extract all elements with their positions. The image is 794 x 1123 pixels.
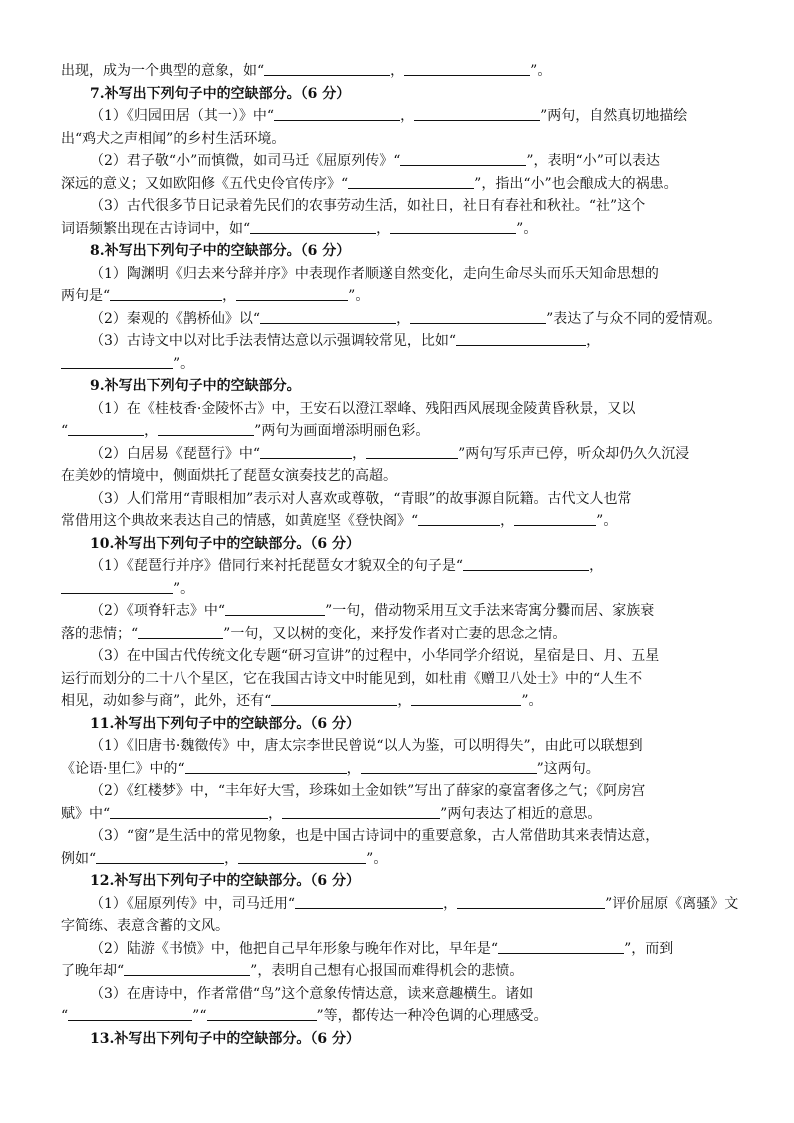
answer-blank[interactable] (418, 510, 500, 526)
text-segment: （2）《红楼梦》中，“丰年好大雪，珍珠如土金如铁”写出了薛家的豪富奢侈之气；《阿房宫 (90, 783, 646, 799)
text-segment: 例如“ (61, 850, 97, 867)
text-segment: ”。 (516, 220, 538, 237)
text-segment: 13.补写出下列句子中的空缺部分。（6 分） (90, 1030, 360, 1047)
answer-blank[interactable] (361, 758, 537, 774)
text-segment: ， (390, 63, 405, 79)
text-line (61, 893, 739, 916)
answer-blank[interactable] (124, 960, 250, 976)
text-line (61, 668, 736, 691)
answer-blank[interactable] (68, 420, 144, 436)
text-segment: 赋》中“ (61, 805, 111, 822)
text-segment: 9.补写出下列句子中的空缺部分。 (90, 378, 301, 394)
text-line (61, 285, 736, 308)
text-segment: ”。 (173, 355, 195, 372)
text-segment: 在美妙的情境中，侧面烘托了琵琶女演奏技艺的高超。 (61, 468, 397, 484)
question-heading (61, 533, 736, 556)
answer-blank[interactable] (295, 893, 443, 909)
answer-blank[interactable] (282, 803, 440, 819)
text-segment: ”两句为画面增添明丽色彩。 (254, 423, 430, 439)
text-segment: ”一句，借动物采用互文手法来寄寓分爨而居、家族衰 (325, 603, 655, 619)
worksheet-content (61, 60, 739, 1050)
text-line (61, 60, 736, 83)
text-segment: （1）《屈原列传》中，司马迁用“ (90, 895, 296, 912)
text-line (61, 263, 736, 286)
text-segment: ”评价屈原《离骚》文 (605, 895, 739, 912)
text-segment: 词语频繁出现在古诗词中，如“ (61, 220, 251, 237)
text-segment: （3）在中国古代传统文化专题“研习宣讲”的过程中，小华同学介绍说，星宿是日、月、五星 (90, 648, 660, 664)
text-segment: ”。 (173, 580, 195, 597)
question-heading (61, 375, 736, 398)
text-line (61, 420, 736, 443)
answer-blank[interactable] (456, 330, 586, 346)
text-segment: （2）秦观的《鹊桥仙》以“ (90, 310, 261, 327)
text-line (61, 690, 736, 713)
text-segment: （2）君子敬“小”而慎微，如司马迁《屈原列传》“ (90, 153, 401, 169)
text-line (61, 218, 736, 241)
text-segment: （1）在《桂枝香·金陵怀古》中，王安石以澄江翠峰、残阳西风展现金陵黄昏秋景，又以 (90, 400, 636, 417)
text-segment: 11.补写出下列句子中的空缺部分。（6 分） (90, 715, 360, 732)
answer-blank[interactable] (348, 173, 474, 189)
text-segment: ， (586, 333, 601, 349)
answer-blank[interactable] (61, 353, 173, 369)
text-line (61, 915, 736, 938)
text-line (61, 173, 736, 196)
text-line (61, 398, 736, 421)
text-segment: ”表达了与众不同的爱情观。 (546, 310, 722, 327)
answer-blank[interactable] (390, 218, 516, 234)
text-segment: 两句是“ (61, 288, 111, 304)
text-segment: ， (400, 108, 415, 124)
text-segment: ， (500, 513, 515, 529)
answer-blank[interactable] (96, 848, 224, 864)
text-segment: ”两句，自然真切地描绘 (540, 108, 688, 124)
answer-blank[interactable] (457, 893, 605, 909)
text-segment: （3）人们常用“青眼相加”表示对人喜欢或尊敬，“青眼”的故事源自阮籍。古代文人也常 (90, 490, 632, 507)
text-line (61, 1005, 736, 1028)
text-segment: （2）白居易《琵琶行》中“ (90, 445, 261, 462)
text-line (61, 983, 736, 1006)
answer-blank[interactable] (138, 623, 223, 639)
text-segment: ， (144, 423, 159, 439)
answer-blank[interactable] (158, 420, 254, 436)
text-segment: ， (589, 558, 604, 574)
text-segment: ”。 (596, 513, 618, 529)
answer-blank[interactable] (260, 443, 352, 459)
text-line (61, 825, 736, 848)
text-segment: ”“ (192, 1008, 207, 1024)
text-line (61, 195, 736, 218)
text-segment: 字简练、表意含蓄的文风。 (61, 918, 229, 934)
text-line (61, 330, 736, 353)
text-segment: ”，指出“小”也会酿成大的祸患。 (474, 175, 678, 192)
text-line (61, 758, 736, 781)
text-line (61, 555, 736, 578)
question-heading (61, 870, 736, 893)
text-line (61, 735, 736, 758)
text-segment: 常借用这个典故来表达自己的情感，如黄庭坚《登快阁》“ (61, 513, 419, 529)
text-line (61, 600, 736, 623)
answer-blank[interactable] (68, 1005, 192, 1021)
text-line (61, 848, 736, 871)
text-segment: （3）在唐诗中，作者常借“鸟”这个意象传情达意，读来意趣横生。诸如 (90, 985, 534, 1002)
answer-blank[interactable] (260, 308, 396, 324)
answer-blank[interactable] (250, 218, 376, 234)
answer-blank[interactable] (271, 690, 397, 706)
text-line (61, 465, 736, 488)
text-segment: ”。 (530, 63, 552, 79)
text-line (61, 443, 736, 466)
text-segment: ， (352, 445, 367, 462)
text-segment: （2）《项脊轩志》中“ (90, 603, 226, 619)
text-segment: 深远的意义；又如欧阳修《五代史伶官传序》“ (61, 175, 349, 192)
text-segment: （2）陆游《书愤》中，他把自己早年形象与晚年作对比，早年是“ (90, 940, 499, 957)
text-segment: （3）古诗文中以对比手法表情达意以示强调较常见，比如“ (90, 333, 457, 349)
text-line (61, 105, 736, 128)
text-segment: 相见，动如参与商”，此外，还有“ (61, 693, 272, 709)
text-segment: （1）《归园田居（其一）》中“ (90, 108, 275, 124)
text-line (61, 150, 736, 173)
text-segment: ”一句，又以树的变化，来抒发作者对亡妻的思念之情。 (223, 625, 567, 642)
text-segment: ， (224, 850, 239, 867)
text-line (61, 938, 736, 961)
answer-blank[interactable] (236, 285, 348, 301)
answer-blank[interactable] (514, 510, 596, 526)
text-line (61, 803, 736, 826)
text-segment: ， (397, 693, 412, 709)
text-segment: 落的悲情；“ (61, 625, 139, 642)
answer-blank[interactable] (414, 105, 540, 121)
text-segment: 7.补写出下列句子中的空缺部分。（6 分） (90, 85, 351, 102)
answer-blank[interactable] (110, 803, 268, 819)
answer-blank[interactable] (185, 758, 347, 774)
text-segment: 运行而划分的二十八个星区，它在我国古诗文中时能见到，如杜甫《赠卫八处士》中的“人生不 (61, 670, 643, 687)
text-segment: （1）陶渊明《归去来兮辞并序》中表现作者顺遂自然变化，走向生命尽头而乐天知命思想的 (90, 265, 659, 282)
text-segment: 了晚年却“ (61, 963, 125, 979)
answer-blank[interactable] (110, 285, 222, 301)
text-segment: ， (443, 895, 458, 912)
text-line (61, 645, 736, 668)
text-segment: ， (396, 310, 411, 327)
question-heading (61, 240, 736, 263)
text-segment: ”。 (521, 693, 543, 709)
answer-blank[interactable] (207, 1005, 317, 1021)
answer-blank[interactable] (498, 938, 624, 954)
text-segment: ”，表明自己想有心报国而难得机会的悲愤。 (250, 963, 524, 979)
text-segment: ， (222, 288, 237, 304)
answer-blank[interactable] (400, 150, 526, 166)
text-segment: （3）“窗”是生活中的常见物象，也是中国古诗词中的重要意象，古人常借助其来表情达意， (90, 828, 660, 844)
question-heading (61, 83, 736, 106)
text-segment: 《论语·里仁》中的“ (61, 760, 185, 777)
answer-blank[interactable] (404, 60, 530, 76)
answer-blank[interactable] (463, 555, 589, 571)
text-segment: ， (268, 805, 283, 822)
text-line (61, 578, 736, 601)
text-segment: 出现，成为一个典型的意象，如“ (61, 63, 265, 79)
text-segment: ”两句表达了相近的意思。 (440, 805, 602, 822)
text-segment: 出“鸡犬之声相闻”的乡村生活环境。 (61, 130, 286, 147)
text-segment: “ (61, 423, 69, 439)
question-heading (61, 1028, 736, 1051)
text-segment: （3）古代很多节日记录着先民们的农事劳动生活，如社日，社日有春社和秋社。“社”这个 (90, 198, 646, 214)
answer-blank[interactable] (61, 578, 173, 594)
text-segment: 12.补写出下列句子中的空缺部分。（6 分） (90, 873, 360, 889)
text-segment: ”这两句。 (536, 760, 600, 777)
answer-blank[interactable] (225, 600, 325, 616)
text-segment: ， (346, 760, 361, 777)
answer-blank[interactable] (410, 308, 546, 324)
text-segment: 10.补写出下列句子中的空缺部分。（6 分） (90, 535, 360, 552)
text-line (61, 623, 736, 646)
question-heading (61, 713, 736, 736)
text-segment: ”。 (348, 288, 370, 304)
text-segment: ”两句写乐声已停，听众却仍久久沉浸 (458, 445, 690, 462)
text-line (61, 353, 736, 376)
text-segment: “ (61, 1008, 69, 1024)
text-line (61, 780, 736, 803)
text-line (61, 488, 736, 511)
answer-blank[interactable] (366, 443, 458, 459)
text-segment: （1）《琵琶行并序》借同行来衬托琵琶女才貌双全的句子是“ (90, 558, 464, 574)
text-segment: ”。 (366, 850, 388, 867)
text-segment: 8.补写出下列句子中的空缺部分。（6 分） (90, 243, 351, 259)
answer-blank[interactable] (411, 690, 521, 706)
text-segment: ”，而到 (624, 940, 674, 957)
text-segment: （1）《旧唐书·魏徵传》中，唐太宗李世民曾说“以人为鉴，可以明得失”，由此可以联想到 (90, 738, 643, 754)
text-line (61, 960, 736, 983)
text-segment: ”等，都传达一种冷色调的心理感受。 (316, 1008, 548, 1024)
text-line (61, 308, 736, 331)
text-line (61, 510, 736, 533)
answer-blank[interactable] (264, 60, 390, 76)
answer-blank[interactable] (274, 105, 400, 121)
text-segment: ”，表明“小”可以表达 (526, 153, 660, 169)
text-segment: ， (376, 220, 391, 237)
text-line (61, 128, 736, 151)
answer-blank[interactable] (238, 848, 366, 864)
